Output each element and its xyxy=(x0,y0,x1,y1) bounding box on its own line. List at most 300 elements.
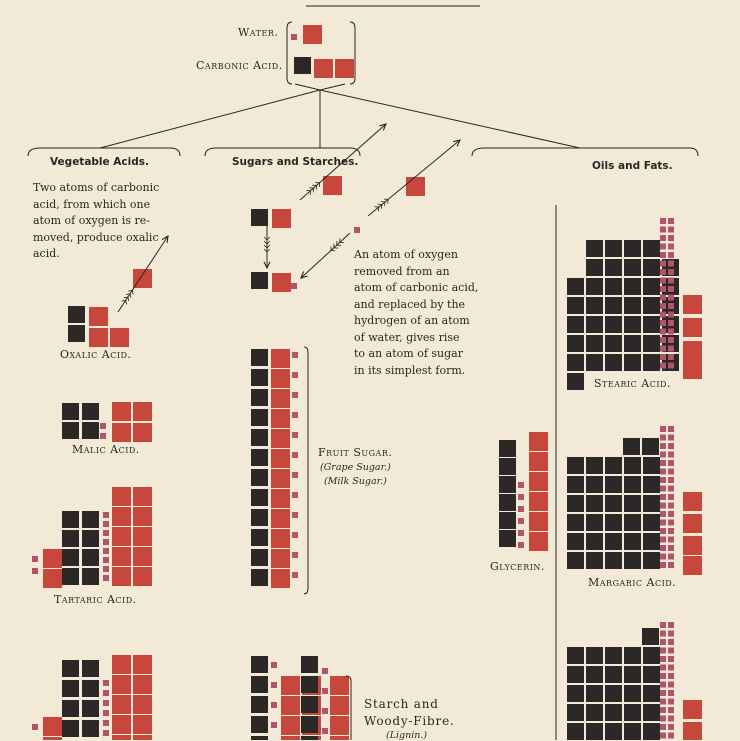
oxygen-atom xyxy=(330,716,349,735)
carbon-atom xyxy=(567,354,584,371)
carbon-atom xyxy=(643,514,660,531)
carbon-atom xyxy=(294,57,311,74)
carbon-atom xyxy=(605,533,622,550)
carbon-atom xyxy=(624,354,641,371)
hydrogen-atom xyxy=(660,733,666,739)
oxygen-atom xyxy=(43,717,62,736)
carbon-atom xyxy=(643,240,660,257)
hydrogen-atom xyxy=(660,545,666,551)
hydrogen-atom xyxy=(103,530,109,536)
note-line: removed from an xyxy=(354,264,478,281)
carbon-atom xyxy=(643,457,660,474)
oxygen-atom xyxy=(271,489,290,508)
carbon-atom xyxy=(605,278,622,295)
oxygen-atom xyxy=(133,527,152,546)
starch-label-line2: Woody-Fibre. xyxy=(364,714,455,728)
hydrogen-atom xyxy=(668,682,674,688)
note-line: hydrogen of an atom xyxy=(354,313,478,330)
oxygen-atom xyxy=(89,307,108,326)
hydrogen-atom xyxy=(668,631,674,637)
carbon-atom xyxy=(567,278,584,295)
hydrogen-atom xyxy=(668,320,674,326)
carbon-atom xyxy=(82,568,99,585)
hydrogen-atom xyxy=(292,472,298,478)
hydrogen-atom xyxy=(660,312,666,318)
oxygen-atom xyxy=(112,715,131,734)
oxygen-atom xyxy=(529,452,548,471)
oxygen-atom xyxy=(133,547,152,566)
oxygen-atom xyxy=(529,432,548,451)
oxygen-atom xyxy=(89,328,108,347)
note-line: of water, gives rise xyxy=(354,330,478,347)
carbon-atom xyxy=(68,306,85,323)
hydrogen-atom xyxy=(660,503,666,509)
hydrogen-atom xyxy=(668,622,674,628)
carbon-atom xyxy=(643,495,660,512)
oxygen-atom xyxy=(271,509,290,528)
hydrogen-atom xyxy=(668,303,674,309)
tree-join xyxy=(295,84,345,90)
oxygen-atom xyxy=(112,487,131,506)
hydrogen-atom xyxy=(660,724,666,730)
hydrogen-atom xyxy=(668,699,674,705)
tree-branch-oils xyxy=(320,90,580,148)
hydrogen-atom xyxy=(660,337,666,343)
hydrogen-atom xyxy=(668,363,674,369)
note-line: Two atoms of carbonic xyxy=(33,180,159,197)
carbon-atom xyxy=(605,335,622,352)
carbon-atom xyxy=(624,704,641,721)
hydrogen-atom xyxy=(32,556,38,562)
oxygen-atom xyxy=(683,536,702,555)
hydrogen-atom xyxy=(660,469,666,475)
note-line: atom of carbonic acid, xyxy=(354,280,478,297)
note-line: to an atom of sugar xyxy=(354,346,478,363)
carbon-atom xyxy=(567,704,584,721)
oxygen-atom xyxy=(303,25,322,44)
oxygen-atom xyxy=(271,469,290,488)
oxygen-atom xyxy=(330,676,349,695)
carbon-atom xyxy=(251,429,268,446)
hydrogen-atom xyxy=(103,512,109,518)
carbon-atom xyxy=(642,628,659,645)
carbon-atom xyxy=(82,700,99,717)
carbon-atom xyxy=(62,511,79,528)
oxygen-atom xyxy=(529,532,548,551)
hydrogen-atom xyxy=(660,528,666,534)
carbon-atom xyxy=(624,685,641,702)
carbon-atom xyxy=(62,700,79,717)
hydrogen-atom xyxy=(660,269,666,275)
oxygen-atom xyxy=(281,696,300,715)
hydrogen-atom xyxy=(518,530,524,536)
hydrogen-atom xyxy=(660,554,666,560)
oxygen-atom xyxy=(112,547,131,566)
carbon-atom xyxy=(62,680,79,697)
carbon-atom xyxy=(567,495,584,512)
oxygen-atom xyxy=(112,423,131,442)
carbon-atom xyxy=(82,549,99,566)
carbon-atom xyxy=(624,457,641,474)
header-brace-sugars xyxy=(205,148,360,156)
oxygen-atom xyxy=(133,423,152,442)
hydrogen-atom xyxy=(668,244,674,250)
hydrogen-atom xyxy=(103,548,109,554)
carbon-atom xyxy=(624,476,641,493)
sugar-note xyxy=(354,247,478,379)
carbon-atom xyxy=(82,403,99,420)
carbon-atom xyxy=(251,272,268,289)
carbon-atom xyxy=(82,422,99,439)
hydrogen-atom xyxy=(668,278,674,284)
carbon-atom xyxy=(586,259,603,276)
oxygen-atom xyxy=(683,295,702,314)
hydrogen-atom xyxy=(660,520,666,526)
hydrogen-atom xyxy=(668,528,674,534)
carbon-atom xyxy=(251,569,268,586)
oxygen-atom xyxy=(529,472,548,491)
carbon-atom xyxy=(251,509,268,526)
carbon-atom xyxy=(605,552,622,569)
carbon-atom xyxy=(624,278,641,295)
carbon-atom xyxy=(586,647,603,664)
hydrogen-atom xyxy=(292,392,298,398)
oxygen-atom xyxy=(271,369,290,388)
carbon-atom xyxy=(605,240,622,257)
hydrogen-atom xyxy=(668,537,674,543)
carbon-atom xyxy=(624,666,641,683)
hydrogen-atom xyxy=(292,492,298,498)
carbon-atom xyxy=(567,685,584,702)
carbon-atom xyxy=(624,259,641,276)
hydrogen-atom xyxy=(668,554,674,560)
hydrogen-atom xyxy=(100,423,106,429)
carbon-atom xyxy=(82,720,99,737)
hydrogen-atom xyxy=(292,552,298,558)
carbon-atom xyxy=(62,422,79,439)
carbon-atom xyxy=(567,476,584,493)
hydrogen-atom xyxy=(292,532,298,538)
carbon-atom xyxy=(567,552,584,569)
carbon-atom xyxy=(251,449,268,466)
carbon-atom xyxy=(643,685,660,702)
carbon-atom xyxy=(643,723,660,740)
hydrogen-atom xyxy=(668,656,674,662)
carbon-atom xyxy=(605,297,622,314)
hydrogen-atom xyxy=(668,269,674,275)
carbon-atom xyxy=(605,666,622,683)
hydrogen-atom xyxy=(660,682,666,688)
carbon-atom xyxy=(586,316,603,333)
carbon-atom xyxy=(251,349,268,366)
oxygen-atom xyxy=(133,567,152,586)
oxygen-atom xyxy=(281,676,300,695)
hydrogen-atom xyxy=(518,542,524,548)
note-line: in its simplest form. xyxy=(354,363,478,380)
oxalic-note xyxy=(33,180,159,263)
hydrogen-atom xyxy=(660,295,666,301)
starch-label-line1: Starch and xyxy=(364,697,439,711)
carbon-atom xyxy=(499,530,516,547)
grape-sugar-label: (Grape Sugar.) xyxy=(320,462,391,473)
header-oils-fats: Oils and Fats. xyxy=(592,160,673,172)
hydrogen-atom xyxy=(292,572,298,578)
carbon-atom xyxy=(82,511,99,528)
carbonic-acid-label: Carbonic Acid. xyxy=(196,59,283,72)
hydrogen-atom xyxy=(668,520,674,526)
hydrogen-atom xyxy=(322,708,328,714)
header-sugars-starches: Sugars and Starches. xyxy=(232,156,358,168)
oxygen-atom xyxy=(271,349,290,368)
hydrogen-atom xyxy=(660,354,666,360)
carbon-atom xyxy=(62,403,79,420)
hydrogen-atom xyxy=(668,312,674,318)
hydrogen-atom xyxy=(660,252,666,258)
carbon-atom xyxy=(82,680,99,697)
hydrogen-atom xyxy=(660,477,666,483)
fruit-sugar-brace xyxy=(304,347,308,594)
carbon-atom xyxy=(301,676,318,693)
hydrogen-atom xyxy=(660,286,666,292)
oxygen-atom xyxy=(323,176,342,195)
hydrogen-atom xyxy=(660,218,666,224)
carbon-atom xyxy=(499,476,516,493)
carbon-atom xyxy=(251,489,268,506)
hydrogen-atom xyxy=(292,512,298,518)
carbon-atom xyxy=(251,676,268,693)
hydrogen-atom xyxy=(660,707,666,713)
tree-branch-vegetable xyxy=(100,90,320,148)
water-brace-left xyxy=(287,22,292,84)
carbon-atom xyxy=(567,514,584,531)
oxygen-atom xyxy=(683,492,702,511)
hydrogen-atom xyxy=(660,320,666,326)
hydrogen-atom xyxy=(660,329,666,335)
hydrogen-atom xyxy=(660,639,666,645)
sugar-arrow-diag xyxy=(301,233,350,278)
carbon-atom xyxy=(499,512,516,529)
carbon-atom xyxy=(567,723,584,740)
oxygen-atom xyxy=(272,273,291,292)
carbon-atom xyxy=(624,533,641,550)
hydrogen-atom xyxy=(103,557,109,563)
carbon-atom xyxy=(301,716,318,733)
header-brace-oils xyxy=(472,148,698,156)
hydrogen-atom xyxy=(668,469,674,475)
carbon-atom xyxy=(624,552,641,569)
carbon-atom xyxy=(251,209,268,226)
oxygen-atom xyxy=(683,341,702,360)
carbon-atom xyxy=(643,533,660,550)
carbon-atom xyxy=(251,696,268,713)
carbon-atom xyxy=(605,476,622,493)
hydrogen-atom xyxy=(322,688,328,694)
carbon-atom xyxy=(586,533,603,550)
hydrogen-atom xyxy=(660,363,666,369)
carbon-atom xyxy=(251,529,268,546)
oxygen-atom xyxy=(271,389,290,408)
carbon-atom xyxy=(62,530,79,547)
malic-acid-label: Malic Acid. xyxy=(72,443,140,456)
carbon-atom xyxy=(605,316,622,333)
carbon-atom xyxy=(251,389,268,406)
carbon-atom xyxy=(499,494,516,511)
hydrogen-atom xyxy=(668,639,674,645)
glycerin-label: Glycerin. xyxy=(490,560,545,573)
hydrogen-atom xyxy=(668,690,674,696)
carbon-atom xyxy=(586,685,603,702)
hydrogen-atom xyxy=(668,286,674,292)
hydrogen-atom xyxy=(660,261,666,267)
carbon-atom xyxy=(251,736,268,740)
carbon-atom xyxy=(643,552,660,569)
stearic-acid-label: Stearic Acid. xyxy=(594,377,671,390)
hydrogen-atom xyxy=(518,482,524,488)
hydrogen-atom xyxy=(668,435,674,441)
oxygen-atom xyxy=(683,722,702,740)
carbon-atom xyxy=(586,457,603,474)
oxygen-atom xyxy=(330,736,349,740)
carbon-atom xyxy=(499,458,516,475)
hydrogen-atom xyxy=(660,227,666,233)
oxygen-atom xyxy=(529,512,548,531)
hydrogen-atom xyxy=(668,477,674,483)
hydrogen-atom xyxy=(668,511,674,517)
oxygen-atom xyxy=(529,492,548,511)
hydrogen-atom xyxy=(32,724,38,730)
carbon-atom xyxy=(251,716,268,733)
hydrogen-atom xyxy=(660,690,666,696)
hydrogen-atom xyxy=(668,354,674,360)
hydrogen-atom xyxy=(668,562,674,568)
carbon-atom xyxy=(62,660,79,677)
carbon-atom xyxy=(62,720,79,737)
hydrogen-atom xyxy=(660,562,666,568)
oxygen-atom xyxy=(43,549,62,568)
oxygen-atom xyxy=(133,695,152,714)
carbon-atom xyxy=(624,495,641,512)
carbon-atom xyxy=(605,495,622,512)
hydrogen-atom xyxy=(103,690,109,696)
hydrogen-atom xyxy=(660,303,666,309)
hydrogen-atom xyxy=(660,511,666,517)
hydrogen-atom xyxy=(660,537,666,543)
carbon-atom xyxy=(68,325,85,342)
hydrogen-atom xyxy=(32,568,38,574)
hydrogen-atom xyxy=(668,443,674,449)
oxygen-atom xyxy=(281,716,300,735)
hydrogen-atom xyxy=(103,700,109,706)
hydrogen-atom xyxy=(668,503,674,509)
hydrogen-atom xyxy=(668,486,674,492)
oxygen-atom xyxy=(683,700,702,719)
hydrogen-atom xyxy=(668,724,674,730)
hydrogen-atom xyxy=(668,673,674,679)
hydrogen-atom xyxy=(354,227,360,233)
carbon-atom xyxy=(251,469,268,486)
hydrogen-atom xyxy=(668,295,674,301)
oxygen-atom xyxy=(133,487,152,506)
hydrogen-atom xyxy=(660,235,666,241)
oxygen-atom xyxy=(110,328,129,347)
hydrogen-atom xyxy=(100,433,106,439)
header-brace-vegetable xyxy=(28,148,180,156)
hydrogen-atom xyxy=(668,261,674,267)
hydrogen-atom xyxy=(660,426,666,432)
hydrogen-atom xyxy=(668,235,674,241)
hydrogen-atom xyxy=(292,432,298,438)
oxygen-atom xyxy=(112,735,131,740)
carbon-atom xyxy=(62,549,79,566)
note-line: atom of oxygen is re- xyxy=(33,213,159,230)
note-line: acid. xyxy=(33,246,159,263)
carbon-atom xyxy=(643,297,660,314)
carbon-atom xyxy=(624,723,641,740)
hydrogen-atom xyxy=(103,566,109,572)
hydrogen-atom xyxy=(668,733,674,739)
hydrogen-atom xyxy=(668,707,674,713)
carbon-atom xyxy=(586,723,603,740)
arrow-feather xyxy=(132,290,133,294)
oxygen-atom xyxy=(683,514,702,533)
hydrogen-atom xyxy=(291,34,297,40)
arrow-head xyxy=(162,236,168,243)
oxygen-atom xyxy=(112,655,131,674)
hydrogen-atom xyxy=(660,435,666,441)
hydrogen-atom xyxy=(668,716,674,722)
carbon-atom xyxy=(567,457,584,474)
arrow-feather xyxy=(126,300,127,304)
hydrogen-atom xyxy=(518,494,524,500)
hydrogen-atom xyxy=(660,486,666,492)
oxygen-atom xyxy=(271,549,290,568)
hydrogen-atom xyxy=(103,539,109,545)
hydrogen-atom xyxy=(668,648,674,654)
carbon-atom xyxy=(567,297,584,314)
lignin-label: (Lignin.) xyxy=(386,730,427,741)
oxygen-atom xyxy=(112,567,131,586)
carbon-atom xyxy=(605,704,622,721)
hydrogen-atom xyxy=(668,329,674,335)
oxygen-atom xyxy=(112,507,131,526)
hydrogen-atom xyxy=(668,337,674,343)
oxygen-atom xyxy=(112,527,131,546)
carbon-atom xyxy=(586,278,603,295)
carbon-atom xyxy=(643,666,660,683)
carbon-atom xyxy=(624,240,641,257)
hydrogen-atom xyxy=(660,460,666,466)
oxygen-atom xyxy=(271,449,290,468)
milk-sugar-label: (Milk Sugar.) xyxy=(324,476,387,487)
hydrogen-atom xyxy=(322,728,328,734)
carbon-atom xyxy=(301,736,318,740)
hydrogen-atom xyxy=(660,452,666,458)
carbon-atom xyxy=(643,354,660,371)
hydrogen-atom xyxy=(660,665,666,671)
oxygen-atom xyxy=(683,318,702,337)
oxygen-atom xyxy=(112,402,131,421)
carbon-atom xyxy=(586,354,603,371)
hydrogen-atom xyxy=(660,716,666,722)
carbon-atom xyxy=(623,438,640,455)
hydrogen-atom xyxy=(668,252,674,258)
hydrogen-atom xyxy=(292,372,298,378)
oxygen-atom xyxy=(271,569,290,588)
oxygen-atom xyxy=(133,655,152,674)
oxygen-atom xyxy=(271,429,290,448)
carbon-atom xyxy=(586,495,603,512)
carbon-atom xyxy=(499,440,516,457)
